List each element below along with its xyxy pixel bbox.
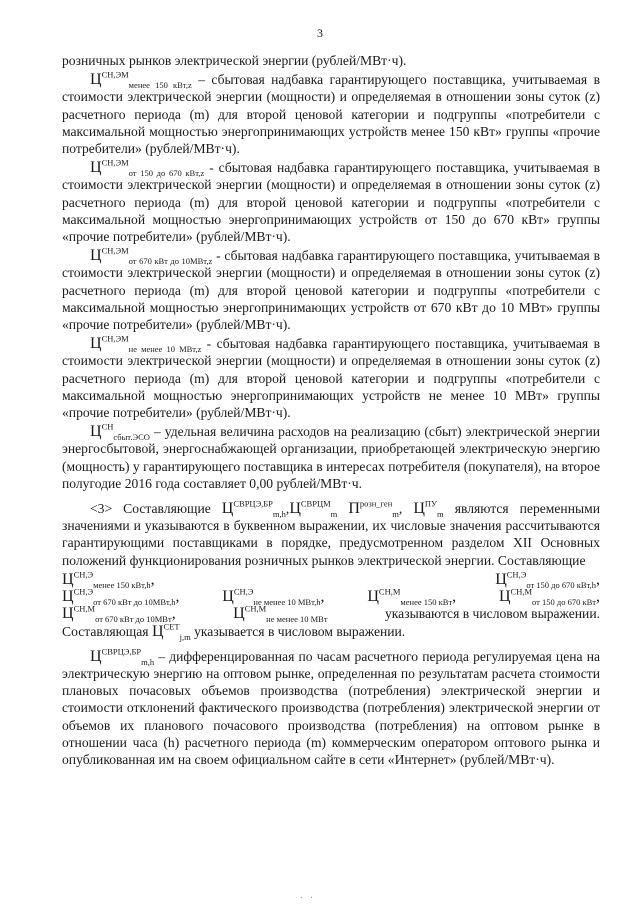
formula-symbol: $Ц^{СН,М}_{от 670 кВт до 10МВт}$, — [62, 603, 176, 625]
formula-symbol: $Ц^{СН,Э}_{от 150 до 670 кВт,h}$, — [495, 569, 600, 591]
formula-symbol: $Ц^{СН,М}_{от 150 до 670 кВт}$, — [498, 586, 600, 608]
paragraph-surcharge-under-150kw: $Ц^{СН,ЭМ}_{менее 150 кВт,z}$ – сбытовая надбавка гарантирующего поставщика, учитываемая в стоимости электрической энергии (мощности) и определяемая в отношении зоны суток (z) расчетного периода (m) для второй ценовой категории и подгруппы «потребители с максимальной мощностью энергопринимающих устройств менее 150 кВт» группы «прочие потребители» (рублей/МВт·ч). — [62, 69, 600, 157]
formula-symbol: $Ц^{СН,ЭМ}_{менее 150 кВт,z}$ — [90, 69, 192, 91]
formula-symbol: $Ц^{СН,Э}_{не менее 10 МВт,h}$, — [222, 586, 325, 608]
paragraph-footnote-3-end: Составляющая $Ц^{СЕТ}_{j,m}$ указывается в числовом выражении. — [62, 621, 406, 642]
components-list: $Ц^{СН,Э}_{менее 150 кВт,h}$, $Ц^{СН,Э}_{от 150 до 670 кВт,h}$, $Ц^{СН,Э}_{от 670 кВт до 10МВт,h}$, $Ц^{СН,Э}_{не менее 10 МВт,h}$, $Ц^{СН,М}_{менее 150 кВт}$, $Ц^{СН,М}_{от 150 до 670 кВт}$, $Ц^{СН,М}_{от 670 кВт до 10МВт}$, $Ц^{СН,М}_{не менее 10 МВт}$ указываются в числовом выражении. — [62, 569, 600, 625]
formula-symbol: $Ц^{СН,ЭМ}_{не менее 10 МВт,z}$ — [90, 333, 202, 355]
formula-symbol: $Ц^{СН,ЭМ}_{от 150 до 670 кВт,z}$ — [90, 157, 205, 179]
formula-symbol: $Ц^{СН,Э}_{менее 150 кВт,h}$, — [62, 569, 155, 591]
formula-symbol: $Ц^{СВРЦЭ,БР}_{m,h}$ — [221, 498, 286, 520]
paragraph-footnote-3: <3> Составляющие $Ц^{СВРЦЭ,БР}_{m,h},Ц^{СВРЦМ}_m$ $П^{розн\_ген}_m$, $Ц^{ПУ}_m$ являются переменными значениями и указываются в буквенном выражении, их числовые значения рассчитываются гарантирующими поставщиками в порядке, предусмотренном разделом XII Основных положений функционирования розничных рынков электрической энергии. Составляющие — [62, 498, 600, 568]
scan-artifact: · · — [300, 893, 316, 904]
document-body — [62, 52, 600, 768]
paragraph-sales-expense: $Ц^{СН}_{сбыт.ЭСО}$ – удельная величина расходов на реализацию (сбыт) электрической энергии энергосбытовой, энергоснабжающей организации, приобретающей электрическую энергию (мощность) у гарантирующего поставщика в интересах потребителя (покупателя), на второе полугодие 2016 года составляет 0,00 рублей/МВт·ч. — [62, 421, 600, 491]
formula-symbol: $Ц^{СВРЦЭ,БР}_{m,h}$ — [90, 646, 155, 667]
paragraph-surcharge-670kw-10mw: $Ц^{СН,ЭМ}_{от 670 кВт до 10МВт,z}$ - сбытовая надбавка гарантирующего поставщика, учитываемая в стоимости электрической энергии (мощности) и определяемая в отношении зоны суток (z) расчетного периода (m) для второй ценовой категории и подгруппы «потребители с максимальной мощностью энергопринимающих устройств от 670 кВт до 10 МВт» группы «прочие потребители» (рублей/МВт·ч). — [62, 245, 600, 333]
formula-symbol: $Ц^{СЕТ}_{j,m}$ — [151, 621, 191, 642]
formula-symbol: $Ц^{СН,Э}_{от 670 кВт до 10МВт,h}$, — [62, 586, 180, 608]
paragraph-surcharge-150-670kw: $Ц^{СН,ЭМ}_{от 150 до 670 кВт,z}$ - сбытовая надбавка гарантирующего поставщика, учитываемая в стоимости электрической энергии (мощности) и определяемая в отношении зоны суток (z) расчетного периода (m) для второй ценовой категории и подгруппы «потребители с максимальной мощностью энергопринимающих устройств от 150 до 670 кВт» группы «прочие потребители» (рублей/МВт·ч). — [62, 157, 601, 245]
formula-symbol: $П^{розн\_ген}_m$ — [348, 498, 399, 520]
formula-symbol: $Ц^{ПУ}_m$ — [413, 498, 444, 520]
formula-symbol: $Ц^{СВРЦМ}_m$ — [289, 498, 338, 520]
formula-symbol: $Ц^{СН,М}_{менее 150 кВт}$, — [367, 586, 457, 608]
formula-symbol: $Ц^{СН,ЭМ}_{от 670 кВт до 10МВт,z}$ — [90, 245, 213, 267]
paragraph-surcharge-over-10mw: $Ц^{СН,ЭМ}_{не менее 10 МВт,z}$ - сбытовая надбавка гарантирующего поставщика, учитываемая в стоимости электрической энергии (мощности) и определяемая в отношении зоны суток (z) расчетного периода (m) для второй ценовой категории и подгруппы «потребители с максимальной мощностью энергопринимающих устройств не менее 10 МВт» группы «прочие потребители» (рублей/МВт·ч). — [62, 333, 600, 421]
paragraph-continuation: розничных рынков электрической энергии (рублей/МВт·ч). — [62, 53, 407, 68]
page-number: 3 — [317, 26, 323, 40]
formula-symbol: $Ц^{СН}_{сбыт.ЭСО}$ — [90, 421, 150, 443]
paragraph-wholesale-price: $Ц^{СВРЦЭ,БР}_{m,h}$ – дифференцированная по часам расчетного периода регулируемая цена на электрическую энергию на оптовом рынке, определенная по результатам расчета стоимости плановых почасовых объемов производства (потребления) электрической энергии и стоимости отклонений фактического производства (потребления) электрической энергии от объемов их планового почасового производства (потребления) на оптовом рынке в отношении часа (h) расчетного периода (m) коммерческим оператором оптового рынка и опубликованная им на своем официальном сайте в сети «Интернет» (рублей/МВт·ч). — [62, 646, 601, 767]
formula-symbol: $Ц^{СН,М}_{не менее 10 МВт}$ — [233, 603, 328, 625]
